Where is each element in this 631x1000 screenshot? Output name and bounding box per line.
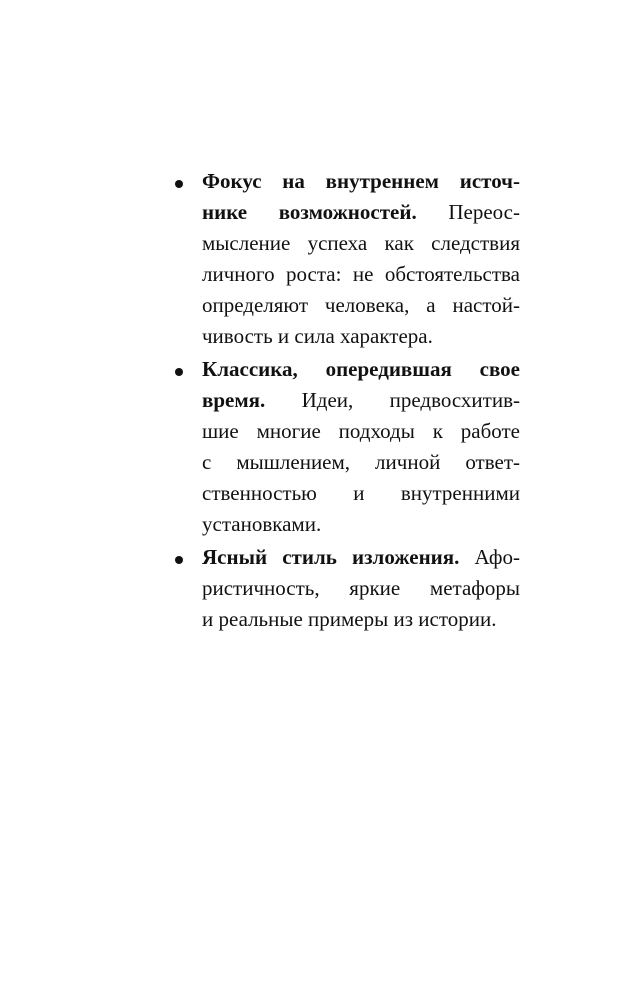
text-line (202, 259, 520, 290)
text-line (202, 604, 520, 635)
bullet-item-classic (170, 354, 520, 540)
body-text: мысление успеха как следствия (202, 231, 520, 255)
bullet-dot-icon (175, 180, 183, 188)
text-line (202, 416, 520, 447)
body-text: ственностью и внутренними (202, 481, 520, 505)
body-text: ристичность, яркие метафоры (202, 576, 520, 600)
text-line (202, 573, 520, 604)
body-text: установками. (202, 512, 322, 536)
body-text: и реальные примеры из истории. (202, 607, 497, 631)
bold-heading: нике возможностей. (202, 200, 417, 224)
feature-bullet-list (170, 166, 520, 637)
body-text: определяют человека, а настой- (202, 293, 520, 317)
bold-heading: Фокус на внутреннем источ- (202, 169, 520, 193)
text-line (202, 321, 520, 352)
body-text: с мышлением, личной ответ- (202, 450, 520, 474)
text-line (202, 166, 520, 197)
body-text: шие многие подходы к работе (202, 419, 520, 443)
body-text: Афо- (459, 545, 520, 569)
text-line (202, 447, 520, 478)
bullet-dot-icon (175, 368, 183, 376)
bullet-item-inner-source (170, 166, 520, 352)
text-line (202, 228, 520, 259)
body-text: Идеи, предвосхитив- (265, 388, 520, 412)
text-line (202, 542, 520, 573)
text-line (202, 354, 520, 385)
bullet-dot-icon (175, 556, 183, 564)
body-text: чивость и сила характера. (202, 324, 433, 348)
text-line (202, 290, 520, 321)
text-line (202, 509, 520, 540)
bold-heading: Ясный стиль изложения. (202, 545, 460, 569)
text-line (202, 478, 520, 509)
bold-heading: Классика, опередившая свое (202, 357, 520, 381)
body-text: личного роста: не обстоятельства (202, 262, 520, 286)
text-line (202, 385, 520, 416)
bold-heading: время. (202, 388, 266, 412)
bullet-item-clear-style (170, 542, 520, 635)
text-line (202, 197, 520, 228)
body-text: Переос- (416, 200, 520, 224)
